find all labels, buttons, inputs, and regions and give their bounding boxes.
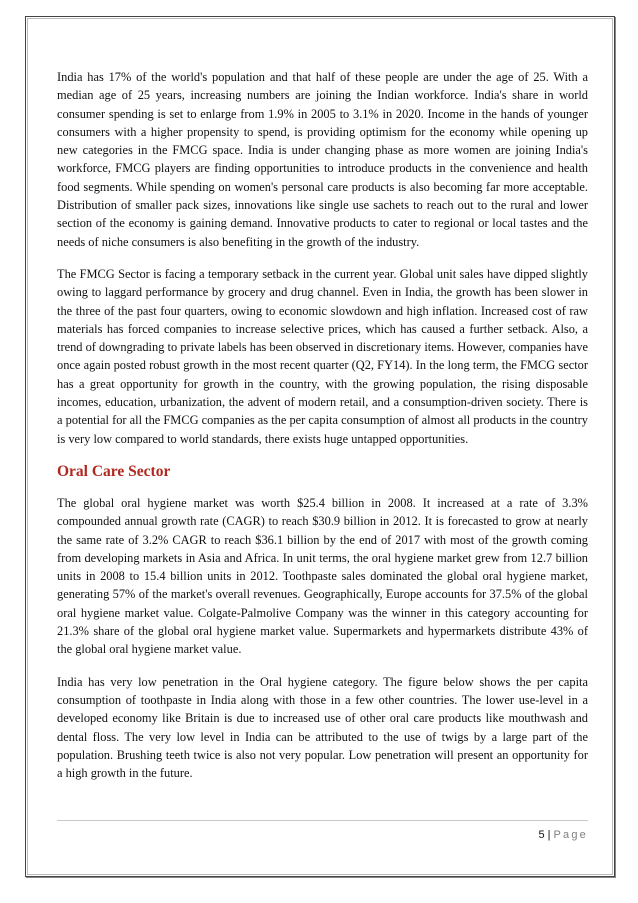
paragraph-fmcg-setback: The FMCG Sector is facing a temporary setback in the current year. Global unit sales have dipped slightly owing to laggard performance by grocery and drug channel. Even in India, the growth has been slower in the three of the past four quarters, owing to economic slowdown and high inflation. Increased cost of raw materials has forced companies to increase selective prices, which has caused a further setback. Also, a trend of downgrading to private labels has been observed in discretionary items. However, companies have once again posted robust growth in the most recent quarter (Q2, FY14). In the long term, the FMCG sector has a great opportunity for growth in the country, with the growing population, the rising disposable incomes, education, urbanization, the advent of modern retail, and a consumption-driven society. There is a potential for all the FMCG companies as the per capita consumption of almost all products in the country is very low compared to world standards, there exists huge untapped opportunities. <box>57 266 588 446</box>
footer-separator: | <box>547 829 551 841</box>
page-number: 5 <box>538 829 545 841</box>
document-body <box>57 68 588 796</box>
section-heading-oral-care: Oral Care Sector <box>57 462 171 480</box>
page-footer <box>57 820 588 841</box>
page-word: Page <box>553 829 588 841</box>
paragraph-global-oral-hygiene: The global oral hygiene market was worth $25.4 billion in 2008. It increased at a rate of 3.3% compounded annual growth rate (CAGR) to reach $30.9 billion in 2012. It is forecasted to grow at nearly the same rate of 3.2% CAGR to reach $36.1 billion by the end of 2017 with most of the growth coming from developing markets in Asia and Africa. In unit terms, the oral hygiene market grew from 12.7 billion units in 2008 to 15.4 billion units in 2012. Toothpaste sales dominated the global oral hygiene market, generating 57% of the market's overall revenues. Geographically, Europe accounts for 37.5% of the global oral hygiene market value. Colgate-Palmolive Company was the winner in this category accounting for 21.3% share of the global oral hygiene market value. Supermarkets and hypermarkets distribute 43% of the global oral hygiene market value. <box>57 495 588 657</box>
paragraph-india-penetration: India has very low penetration in the Oral hygiene category. The figure below shows the per capita consumption of toothpaste in India along with those in a few other countries. The lower use-level in a developed economy like Britain is due to increased use of other oral care products like mouthwash and dental floss. The very low level in India can be attributed to the use of twigs by a large part of the population. Brushing teeth twice is also not very popular. Low penetration will present an opportunity for a high growth in the future. <box>57 674 588 781</box>
paragraph-india-demographics: India has 17% of the world's population and that half of these people are under the age of 25. With a median age of 25 years, increasing numbers are joining the Indian workforce. India's share in world consumer spending is set to enlarge from 1.9% in 2005 to 3.1% in 2020. Income in the hands of younger consumers with a higher propensity to spend, is providing optimism for the economy while opening up new categories in the FMCG space. India is under changing phase as more women are joining India's workforce, FMCG players are finding opportunities to introduce products in the convenience and health food segments. While spending on women's personal care products is also becoming far more acceptable. Distribution of smaller pack sizes, innovations like single use sachets to reach out to the rural and lower section of the economy is gaining demand. Innovative products to cater to regional or local tastes and the needs of niche consumers is also benefiting in the growth of the industry. <box>57 70 588 249</box>
